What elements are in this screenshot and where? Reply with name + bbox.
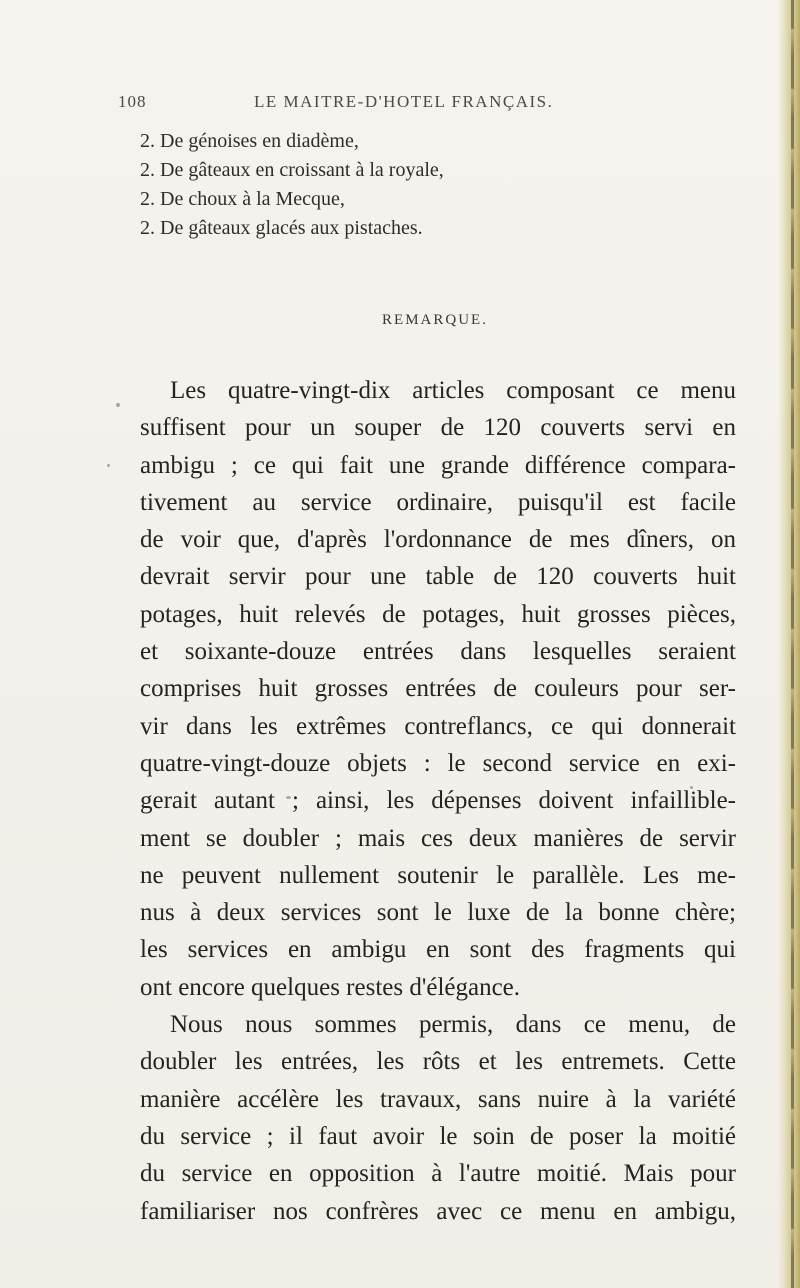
menu-item: 2. De génoises en diadème, <box>140 130 359 152</box>
text-line: du service ; il faut avoir le soin de poser la moitié <box>140 1122 736 1150</box>
text-line: ambigu ; ce qui fait une grande différence compara- <box>140 451 736 479</box>
text-line: suffisent pour un souper de 120 couverts servi en <box>140 414 736 442</box>
menu-item: 2. De choux à la Mecque, <box>140 188 345 210</box>
text-line: quatre-vingt-douze objets : le second service en exi- <box>140 749 736 777</box>
text-line: et soixante-douze entrées dans lesquelles seraient <box>140 638 736 666</box>
text-line: manière accélère les travaux, sans nuire à la variété <box>140 1085 736 1113</box>
menu-item: 2. De gâteaux glacés aux pistaches. <box>140 217 423 239</box>
paper-speck <box>690 786 693 789</box>
page-number: 108 <box>118 92 147 111</box>
text-line: ment se doubler ; mais ces deux manières de servir <box>140 824 736 852</box>
text-line: Nous nous sommes permis, dans ce menu, de <box>170 1011 736 1039</box>
text-line: vir dans les extrêmes contreflancs, ce qui donnerait <box>140 712 736 740</box>
text-line: ne peuvent nullement soutenir le parallèle. Les me- <box>140 861 736 889</box>
text-line: nus à deux services sont le luxe de la bonne chère; <box>140 899 736 927</box>
text-line: Les quatre-vingt-dix articles composant ce menu <box>170 377 736 404</box>
body-text <box>140 372 736 1230</box>
page-edge-shadow <box>791 0 794 1288</box>
paper-speck <box>286 796 291 799</box>
paragraph-2 <box>140 1006 736 1230</box>
text-line: devrait servir pour une table de 120 couverts huit <box>140 563 736 591</box>
menu-item: 2. De gâteaux en croissant à la royale, <box>140 159 444 181</box>
page-edge <box>778 0 800 1288</box>
section-title: REMARQUE. <box>382 312 488 328</box>
paper-speck <box>116 403 120 407</box>
menu-list <box>140 127 700 243</box>
paragraph-1 <box>140 372 736 1006</box>
page-header <box>118 92 708 120</box>
text-line: comprises huit grosses entrées de couleurs pour ser- <box>140 675 736 703</box>
text-line: potages, huit relevés de potages, huit grosses pièces, <box>140 600 736 628</box>
text-line: les services en ambigu en sont des fragments qui <box>140 936 736 964</box>
text-line: doubler les entrées, les rôts et les entremets. Cette <box>140 1048 736 1076</box>
text-line: ont encore quelques restes d'élégance. <box>140 973 521 1001</box>
text-line: tivement au service ordinaire, puisqu'il est facile <box>140 488 736 516</box>
running-head: LE MAITRE-D'HOTEL FRANÇAIS. <box>254 92 554 111</box>
text-line: de voir que, d'après l'ordonnance de mes dîners, on <box>140 526 736 554</box>
text-line: familiariser nos confrères avec ce menu en ambigu, <box>140 1197 736 1225</box>
text-line: du service en opposition à l'autre moitié. Mais pour <box>140 1160 736 1188</box>
paper-speck <box>107 464 110 467</box>
text-line: gerait autant ; ainsi, les dépenses doivent infaillible- <box>140 787 736 815</box>
